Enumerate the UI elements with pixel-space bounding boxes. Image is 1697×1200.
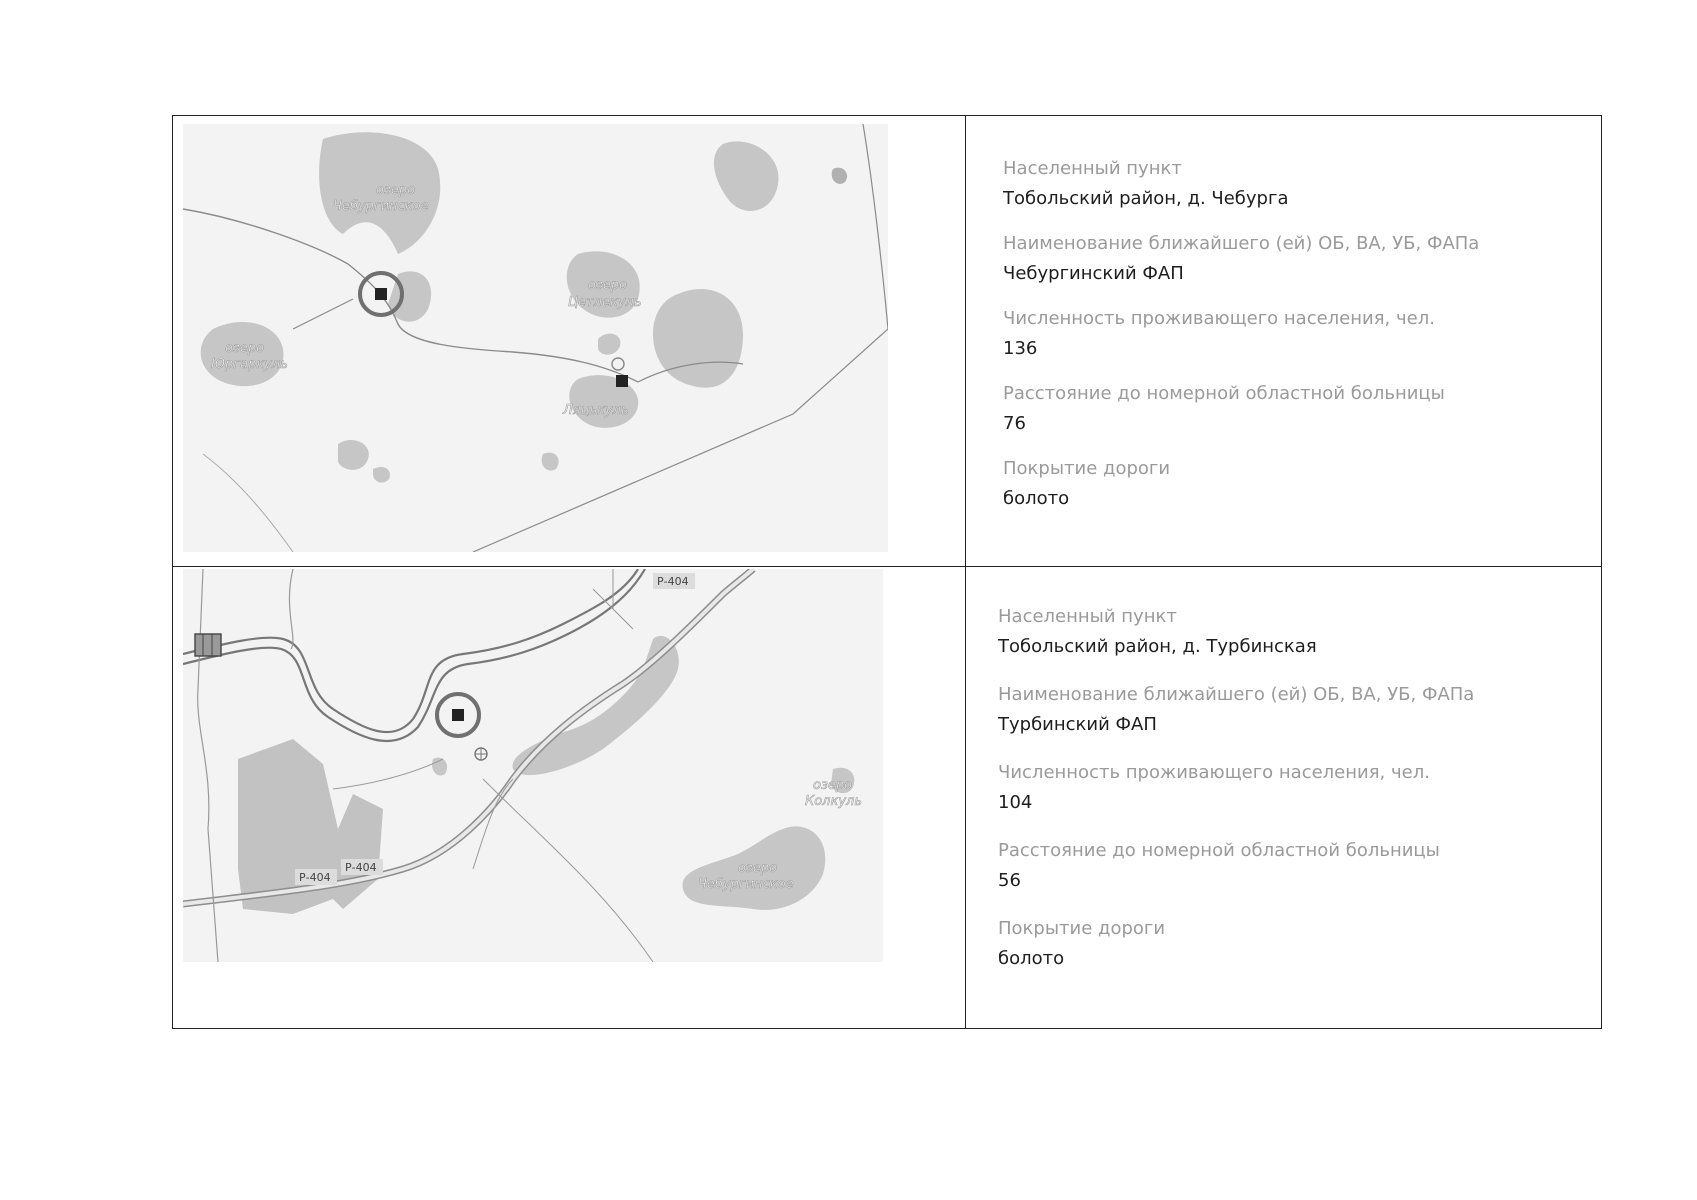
field-population — [1003, 308, 1479, 360]
field-value: 136 — [1003, 338, 1038, 359]
map-road-label: Р-404 — [657, 575, 689, 588]
field-value: Тобольский район, д. Турбинская — [998, 636, 1317, 657]
map-label-lake1-line2: Колкуль — [805, 794, 863, 809]
field-value: 76 — [1003, 413, 1026, 434]
field-value: Тобольский район, д. Чебурга — [1003, 188, 1289, 209]
field-settlement — [998, 606, 1474, 658]
map-label-lake1-line2: Чебургинское — [333, 199, 429, 214]
field-value: Турбинский ФАП — [998, 714, 1157, 735]
settlement-info — [1003, 158, 1479, 510]
field-facility — [1003, 233, 1479, 285]
map-label-lake2-line1: озеро — [588, 278, 628, 293]
field-label: Численность проживающего населения, чел. — [1003, 308, 1435, 329]
field-value: болото — [998, 948, 1065, 969]
map-label-lake1-line1: озеро — [813, 778, 853, 793]
map-cell — [173, 116, 965, 566]
field-label: Покрытие дороги — [998, 918, 1166, 939]
map-label-lake1-line1: озеро — [376, 183, 416, 198]
map-image — [183, 124, 888, 552]
column-divider — [965, 116, 966, 566]
map-label-lake2-line1: озеро — [738, 861, 778, 876]
field-distance — [998, 840, 1474, 892]
map-road-label: Р-404 — [345, 861, 377, 874]
field-label: Наименование ближайшего (ей) ОБ, ВА, УБ, ФАПа — [998, 684, 1475, 705]
column-divider — [965, 567, 966, 1028]
field-facility — [998, 684, 1474, 736]
field-population — [998, 762, 1474, 814]
field-label: Населенный пункт — [1003, 158, 1182, 179]
field-value: 104 — [998, 792, 1033, 813]
field-settlement — [1003, 158, 1479, 210]
settlement-table — [172, 115, 1602, 1029]
field-road-surface — [1003, 458, 1479, 510]
field-road-surface — [998, 918, 1474, 970]
table-row — [173, 116, 1601, 567]
field-value: Чебургинский ФАП — [1003, 263, 1184, 284]
map-road-label: Р-404 — [299, 871, 331, 884]
field-label: Наименование ближайшего (ей) ОБ, ВА, УБ, ФАПа — [1003, 233, 1480, 254]
map-label-lake3-line1: озеро — [225, 341, 265, 356]
table-row — [173, 567, 1601, 1028]
map-label-lake2-line2: Цетлекуль — [568, 295, 642, 310]
settlement-info — [998, 606, 1474, 970]
field-label: Покрытие дороги — [1003, 458, 1171, 479]
map-label-lake2-line2: Чебургинское — [698, 877, 794, 892]
field-value: 56 — [998, 870, 1021, 891]
map-cell — [173, 567, 965, 1028]
map-label-lake3-line2: Юргаркуль — [211, 357, 288, 372]
map-label-lake4: Ляцькуль — [563, 403, 629, 418]
field-label: Численность проживающего населения, чел. — [998, 762, 1430, 783]
field-label: Расстояние до номерной областной больницы — [998, 840, 1440, 861]
field-label: Расстояние до номерной областной больницы — [1003, 383, 1445, 404]
field-distance — [1003, 383, 1479, 435]
map-image — [183, 569, 883, 962]
building-icon — [195, 634, 221, 656]
field-label: Населенный пункт — [998, 606, 1177, 627]
field-value: болото — [1003, 488, 1070, 509]
